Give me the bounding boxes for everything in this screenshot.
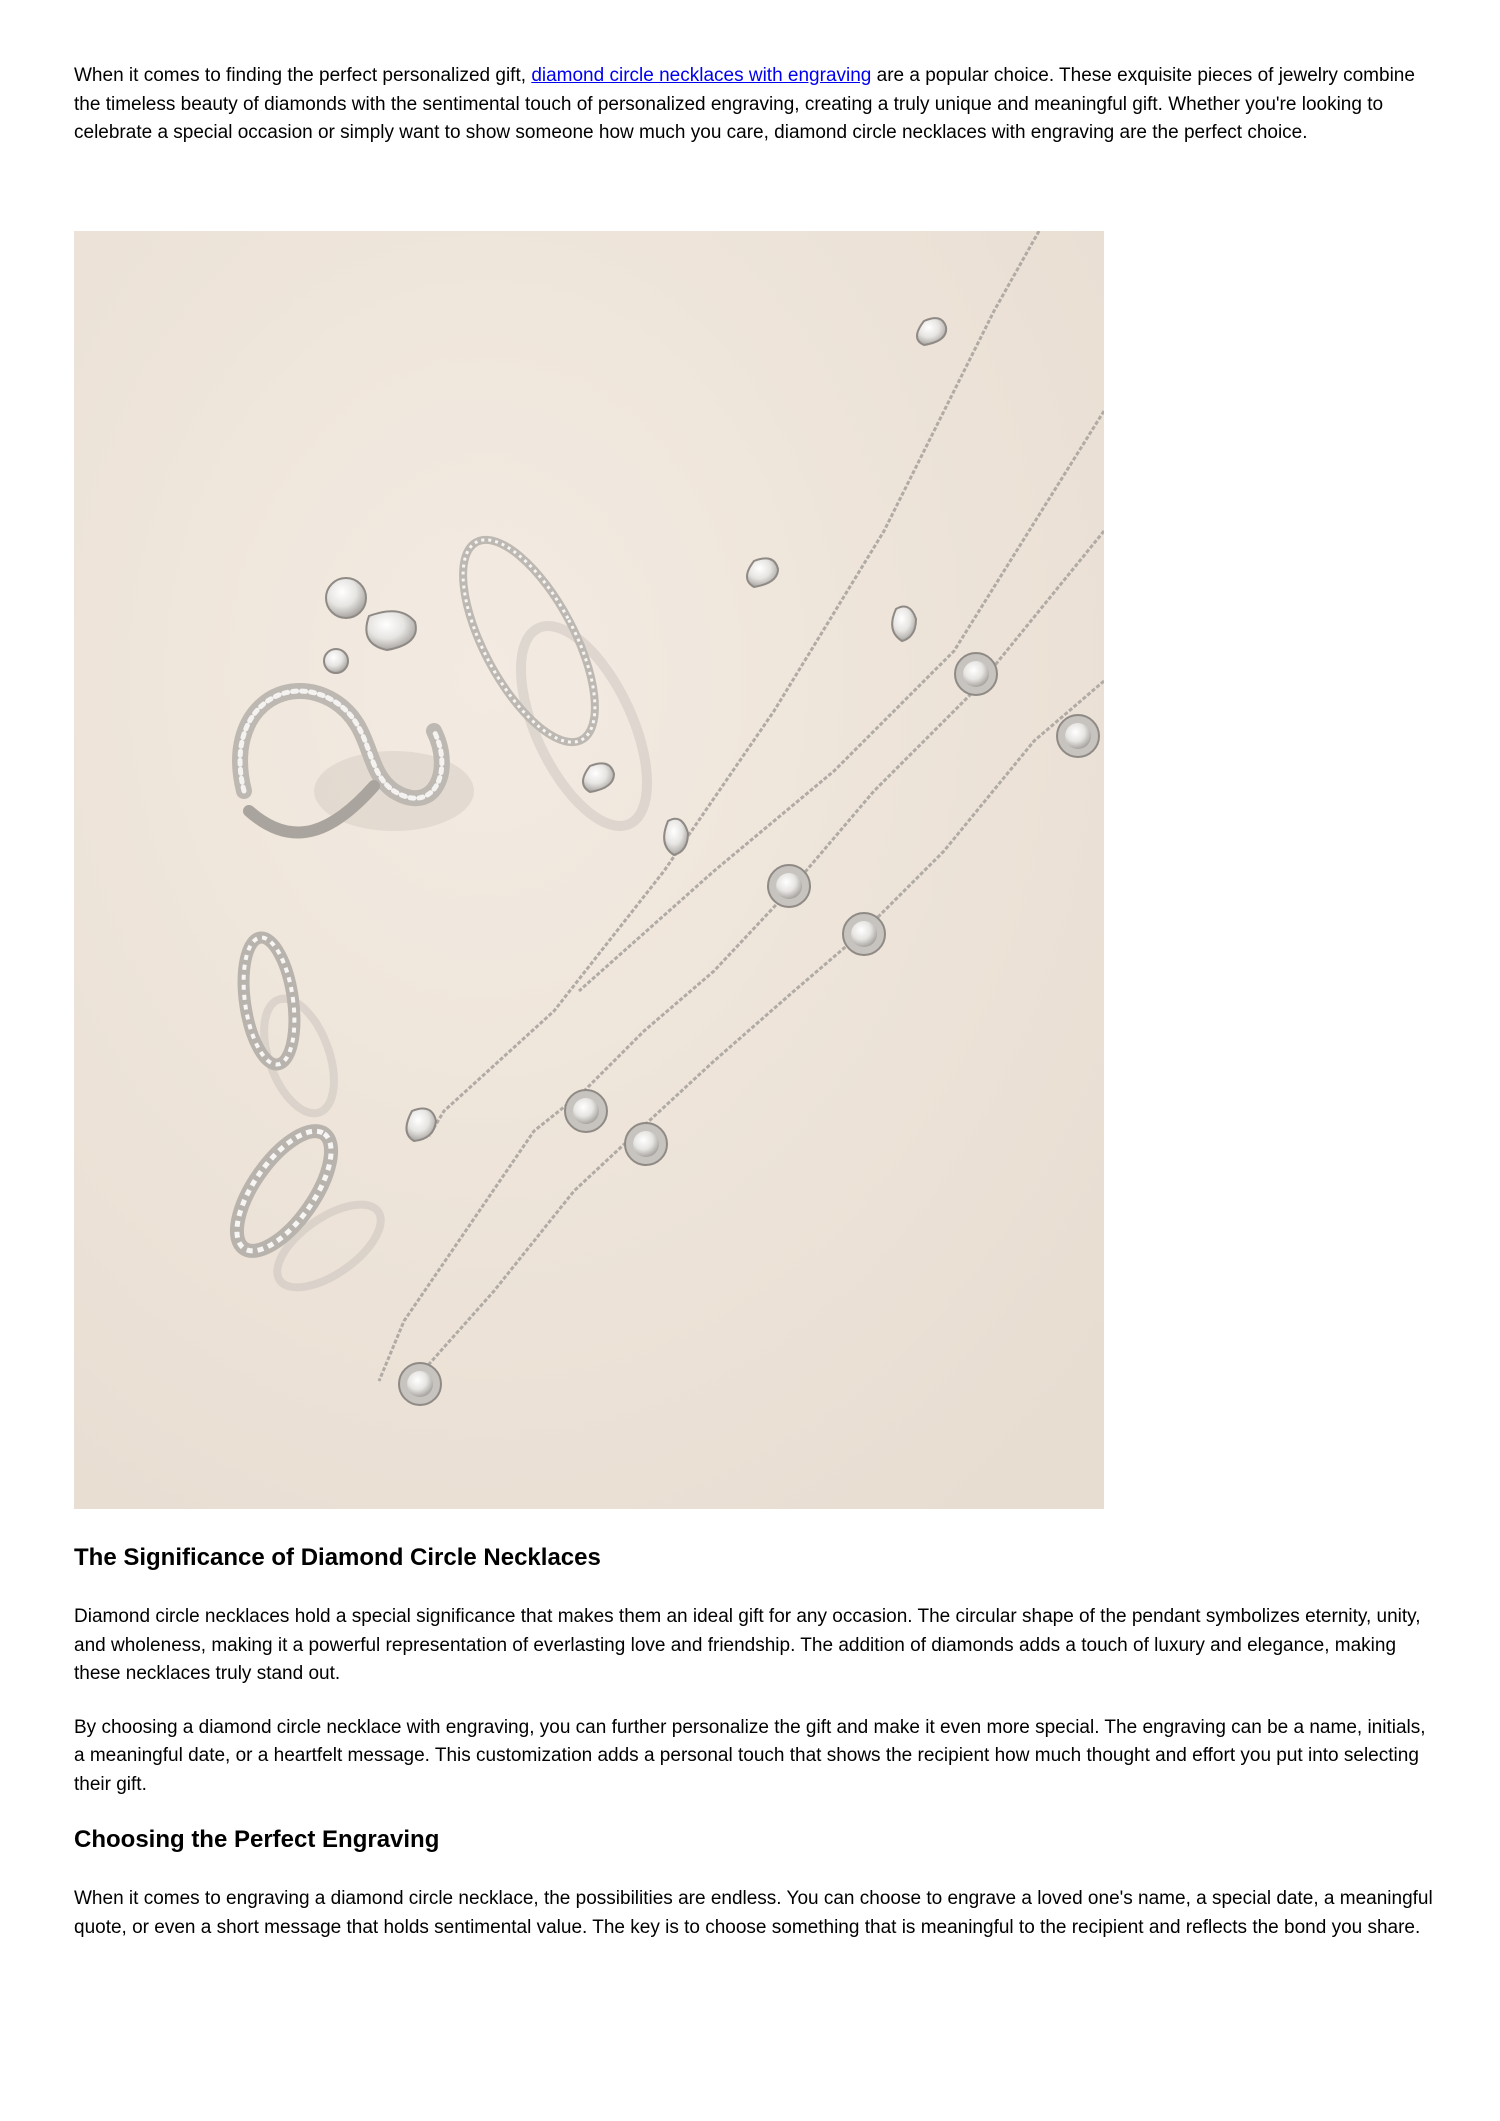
bezel-diamond	[843, 913, 885, 955]
intro-text-before: When it comes to finding the perfect personalized gift,	[74, 65, 532, 86]
section-heading-significance: The Significance of Diamond Circle Necklaces	[74, 1544, 601, 1571]
bezel-diamond	[399, 1363, 441, 1405]
bezel-diamond	[1057, 715, 1099, 757]
significance-paragraph-1: Diamond circle necklaces hold a special significance that makes them an ideal gift for any occasion. The circular shape of the pendant symbolizes eternity, unity, and wholeness, making it a powerful representation of everlasting love and friendship. The addition of diamonds adds a touch of luxury and elegance, making these necklaces truly stand out.	[74, 1606, 1421, 1684]
intro-paragraph	[74, 62, 1434, 148]
intro-text-after: are a popular choice. These exquisite pieces of jewelry combine the timeless beauty of diamonds with the sentimental touch of personalized engraving, creating a truly unique and meaningful gift. Whether you're looking to celebrate a special occasion or simply want to show someone how much you care, diamond circle necklaces with engraving are the perfect choice.	[74, 65, 1415, 143]
engraving-paragraph-1: When it comes to engraving a diamond circle necklace, the possibilities are endless. You can choose to engrave a loved one's name, a special date, a meaningful quote, or even a short message that holds sentimental value. The key is to choose something that is meaningful to the recipient and reflects the bond you share.	[74, 1888, 1433, 1938]
bezel-diamond	[955, 653, 997, 695]
jewelry-photo	[74, 231, 1104, 1509]
section-heading-engraving: Choosing the Perfect Engraving	[74, 1826, 440, 1853]
diamond-necklaces-link[interactable]: diamond circle necklaces with engraving	[531, 65, 872, 86]
photo-background	[74, 231, 1104, 1509]
bezel-diamond	[625, 1123, 667, 1165]
significance-paragraph-2: By choosing a diamond circle necklace with engraving, you can further personalize the gift and make it even more special. The engraving can be a name, initials, a meaningful date, or a heartfelt message. This customization adds a personal touch that shows the recipient how much thought and effort you put into selecting their gift.	[74, 1716, 1426, 1795]
article	[74, 62, 1434, 1938]
bezel-diamond	[565, 1090, 607, 1132]
article-body	[74, 1542, 1434, 1942]
jewelry-illustration	[74, 231, 1104, 1509]
bezel-diamond	[768, 865, 810, 907]
